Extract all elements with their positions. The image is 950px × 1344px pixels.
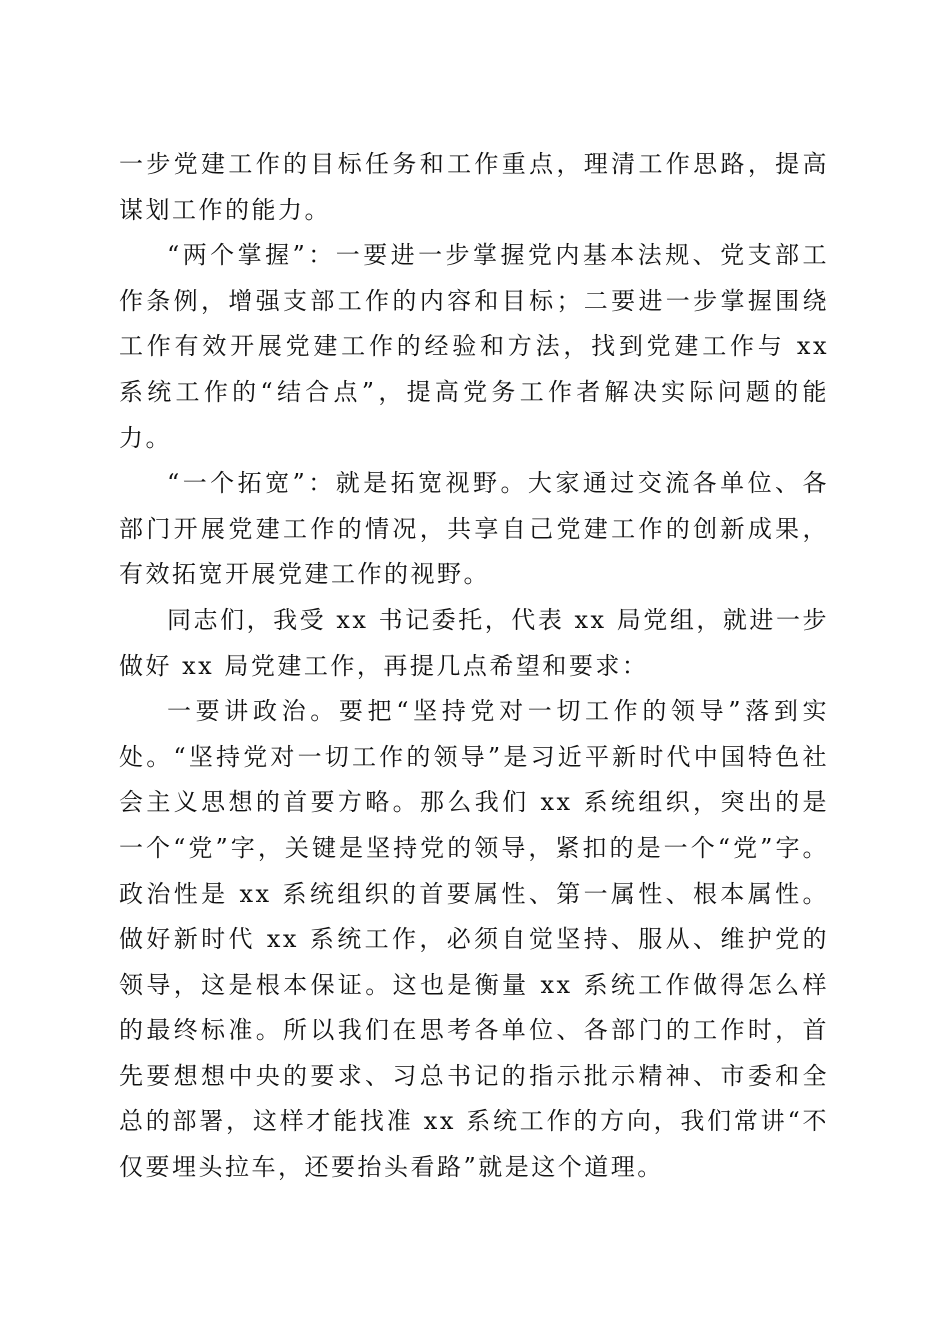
paragraph-one-broaden: “一个拓宽”：就是拓宽视野。大家通过交流各单位、各部门开展党建工作的情况，共享自己党建工作的创新成果，有效拓宽开展党建工作的视野。 xyxy=(119,469,829,589)
document-body xyxy=(119,142,829,1191)
paragraph-comrades: 同志们，我受 xx 书记委托，代表 xx 局党组，就进一步做好 xx 局党建工作，再提几点希望和要求： xyxy=(119,605,829,680)
paragraph-continuation: 一步党建工作的目标任务和工作重点，理清工作思路，提高谋划工作的能力。 xyxy=(119,150,829,224)
paragraph-politics: 一要讲政治。要把“坚持党对一切工作的领导”落到实处。“坚持党对一切工作的领导”是习近平新时代中国特色社会主义思想的首要方略。那么我们 xx 系统组织，突出的是一个“党”字，关键是坚持党的领导，紧扣的是一个“党”字。政治性是 xx 系统组织的首要属性、第一属性、根本属性。做好新时代 xx 系统工作，必须自觉坚持、服从、维护党的领导，这是根本保证。这也是衡量 xx 系统工作做得怎么样的最终标准。所以我们在思考各单位、各部门的工作时，首先要想想中央的要求、习总书记的指示批示精神、市委和全总的部署，这样才能找准 xx 系统工作的方向，我们常讲“不仅要埋头拉车，还要抬头看路”就是这个道理。 xyxy=(119,697,829,1182)
paragraph-two-mastery: “两个掌握”：一要进一步掌握党内基本法规、党支部工作条例，增强支部工作的内容和目标；二要进一步掌握围绕工作有效开展党建工作的经验和方法，找到党建工作与 xx 系统工作的“结合点”，提高党务工作者解决实际问题的能力。 xyxy=(119,241,829,452)
